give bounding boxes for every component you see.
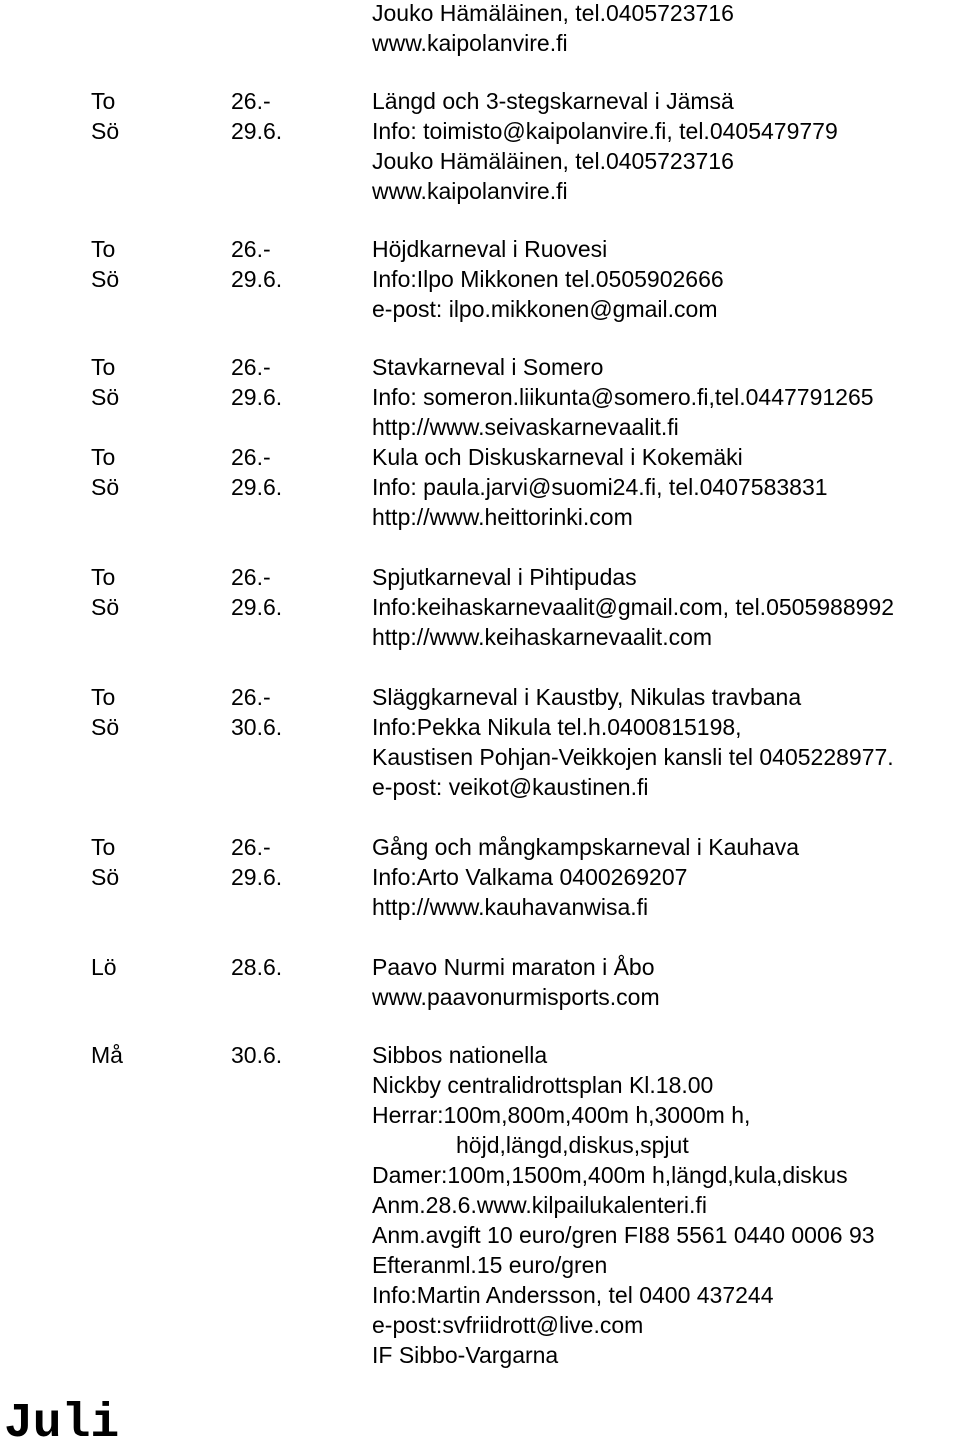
- event-text: höjd,längd,diskus,spjut: [456, 1132, 689, 1158]
- event-line: [0, 352, 960, 382]
- event-line: [0, 264, 960, 294]
- event-date: 26.-: [231, 684, 271, 710]
- event-line: [0, 892, 960, 922]
- event-date: 30.6.: [231, 1042, 283, 1068]
- event-text: www.kaipolanvire.fi: [372, 178, 568, 204]
- event-day: Lö: [91, 954, 117, 980]
- event-line: [0, 862, 960, 892]
- event-line: [0, 1310, 960, 1340]
- event-date: 29.6.: [231, 474, 283, 500]
- event-text: Stavkarneval i Somero: [372, 354, 604, 380]
- event-day: Må: [91, 1042, 123, 1068]
- event-day: To: [91, 88, 116, 114]
- event-line: [0, 1280, 960, 1310]
- event-text: Info: paula.jarvi@suomi24.fi, tel.0407583831: [372, 474, 828, 500]
- event-day: To: [91, 444, 116, 470]
- event-line: [0, 502, 960, 532]
- event-line: [0, 294, 960, 324]
- event-text: Info:Ilpo Mikkonen tel.0505902666: [372, 266, 724, 292]
- event-line: [0, 592, 960, 622]
- event-line: [0, 772, 960, 802]
- event-text: Kaustisen Pohjan-Veikkojen kansli tel 0405228977.: [372, 744, 894, 770]
- event-line: [0, 146, 960, 176]
- event-text: Höjdkarneval i Ruovesi: [372, 236, 608, 262]
- event-date: 26.-: [231, 354, 271, 380]
- event-text: Anm.avgift 10 euro/gren FI88 5561 0440 0006 93: [372, 1222, 875, 1248]
- event-text: Släggkarneval i Kaustby, Nikulas travbana: [372, 684, 802, 710]
- event-text: Info:Arto Valkama 0400269207: [372, 864, 688, 890]
- event-line: [0, 682, 960, 712]
- event-line: [0, 234, 960, 264]
- event-date: 26.-: [231, 564, 271, 590]
- event-day: To: [91, 564, 116, 590]
- event-text: Damer:100m,1500m,400m h,längd,kula,diskus: [372, 1162, 848, 1188]
- event-date: 26.-: [231, 444, 271, 470]
- event-day: Sö: [91, 266, 120, 292]
- event-line: [0, 86, 960, 116]
- event-day: To: [91, 236, 116, 262]
- event-text: http://www.kauhavanwisa.fi: [372, 894, 649, 920]
- event-line: [0, 622, 960, 652]
- event-line: [0, 712, 960, 742]
- event-text: Info:keihaskarnevaalit@gmail.com, tel.0505988992: [372, 594, 894, 620]
- event-date: 28.6.: [231, 954, 283, 980]
- event-date: 29.6.: [231, 118, 283, 144]
- event-text: www.paavonurmisports.com: [372, 984, 660, 1010]
- event-day: Sö: [91, 474, 120, 500]
- event-date: 29.6.: [231, 266, 283, 292]
- event-text: www.kaipolanvire.fi: [372, 30, 568, 56]
- event-day: To: [91, 354, 116, 380]
- event-line: [0, 562, 960, 592]
- event-date: 29.6.: [231, 384, 283, 410]
- event-date: 26.-: [231, 236, 271, 262]
- event-line: [0, 982, 960, 1012]
- event-day: Sö: [91, 714, 120, 740]
- event-line: [0, 412, 960, 442]
- event-text: Nickby centralidrottsplan Kl.18.00: [372, 1072, 714, 1098]
- event-line: [0, 472, 960, 502]
- event-text: http://www.seivaskarnevaalit.fi: [372, 414, 679, 440]
- event-text: e-post: ilpo.mikkonen@gmail.com: [372, 296, 718, 322]
- event-text: http://www.heittorinki.com: [372, 504, 633, 530]
- event-text: Längd och 3-stegskarneval i Jämsä: [372, 88, 734, 114]
- event-line: [0, 442, 960, 472]
- event-text: Info: toimisto@kaipolanvire.fi, tel.0405479779: [372, 118, 838, 144]
- event-text: Anm.28.6.www.kilpailukalenteri.fi: [372, 1192, 707, 1218]
- event-text: Efteranml.15 euro/gren: [372, 1252, 608, 1278]
- event-text: Info: someron.liikunta@somero.fi,tel.0447791265: [372, 384, 874, 410]
- event-line: [0, 1160, 960, 1190]
- event-line: [0, 1100, 960, 1130]
- event-text: e-post:svfriidrott@live.com: [372, 1312, 644, 1338]
- event-line: [0, 742, 960, 772]
- event-line: [0, 952, 960, 982]
- event-line: [0, 1040, 960, 1070]
- event-text: Spjutkarneval i Pihtipudas: [372, 564, 637, 590]
- event-text: Jouko Hämäläinen, tel.0405723716: [372, 148, 734, 174]
- event-text: Info:Martin Andersson, tel 0400 437244: [372, 1282, 774, 1308]
- event-day: Sö: [91, 594, 120, 620]
- event-day: Sö: [91, 118, 120, 144]
- event-day: To: [91, 834, 116, 860]
- event-text: Sibbos nationella: [372, 1042, 548, 1068]
- event-date: 30.6.: [231, 714, 283, 740]
- event-line: [0, 1340, 960, 1370]
- event-line: [0, 1250, 960, 1280]
- event-text: Herrar:100m,800m,400m h,3000m h,: [372, 1102, 751, 1128]
- event-line: [0, 0, 960, 28]
- event-text: Paavo Nurmi maraton i Åbo: [372, 954, 655, 980]
- event-day: To: [91, 684, 116, 710]
- event-text: Kula och Diskuskarneval i Kokemäki: [372, 444, 743, 470]
- event-line: [0, 116, 960, 146]
- event-day: Sö: [91, 864, 120, 890]
- event-line: [0, 1130, 960, 1160]
- event-date: 26.-: [231, 834, 271, 860]
- event-text: http://www.keihaskarnevaalit.com: [372, 624, 713, 650]
- event-date: 29.6.: [231, 594, 283, 620]
- event-line: [0, 832, 960, 862]
- event-text: e-post: veikot@kaustinen.fi: [372, 774, 649, 800]
- event-date: 29.6.: [231, 864, 283, 890]
- event-line: [0, 382, 960, 412]
- event-text: Jouko Hämäläinen, tel.0405723716: [372, 0, 734, 26]
- event-text: Info:Pekka Nikula tel.h.0400815198,: [372, 714, 742, 740]
- month-heading: Juli: [4, 1397, 120, 1451]
- event-line: [0, 28, 960, 58]
- event-line: [0, 176, 960, 206]
- event-day: Sö: [91, 384, 120, 410]
- event-text: Gång och mångkampskarneval i Kauhava: [372, 834, 800, 860]
- event-date: 26.-: [231, 88, 271, 114]
- event-line: [0, 1190, 960, 1220]
- event-text: IF Sibbo-Vargarna: [372, 1342, 559, 1368]
- event-line: [0, 1220, 960, 1250]
- event-line: [0, 1070, 960, 1100]
